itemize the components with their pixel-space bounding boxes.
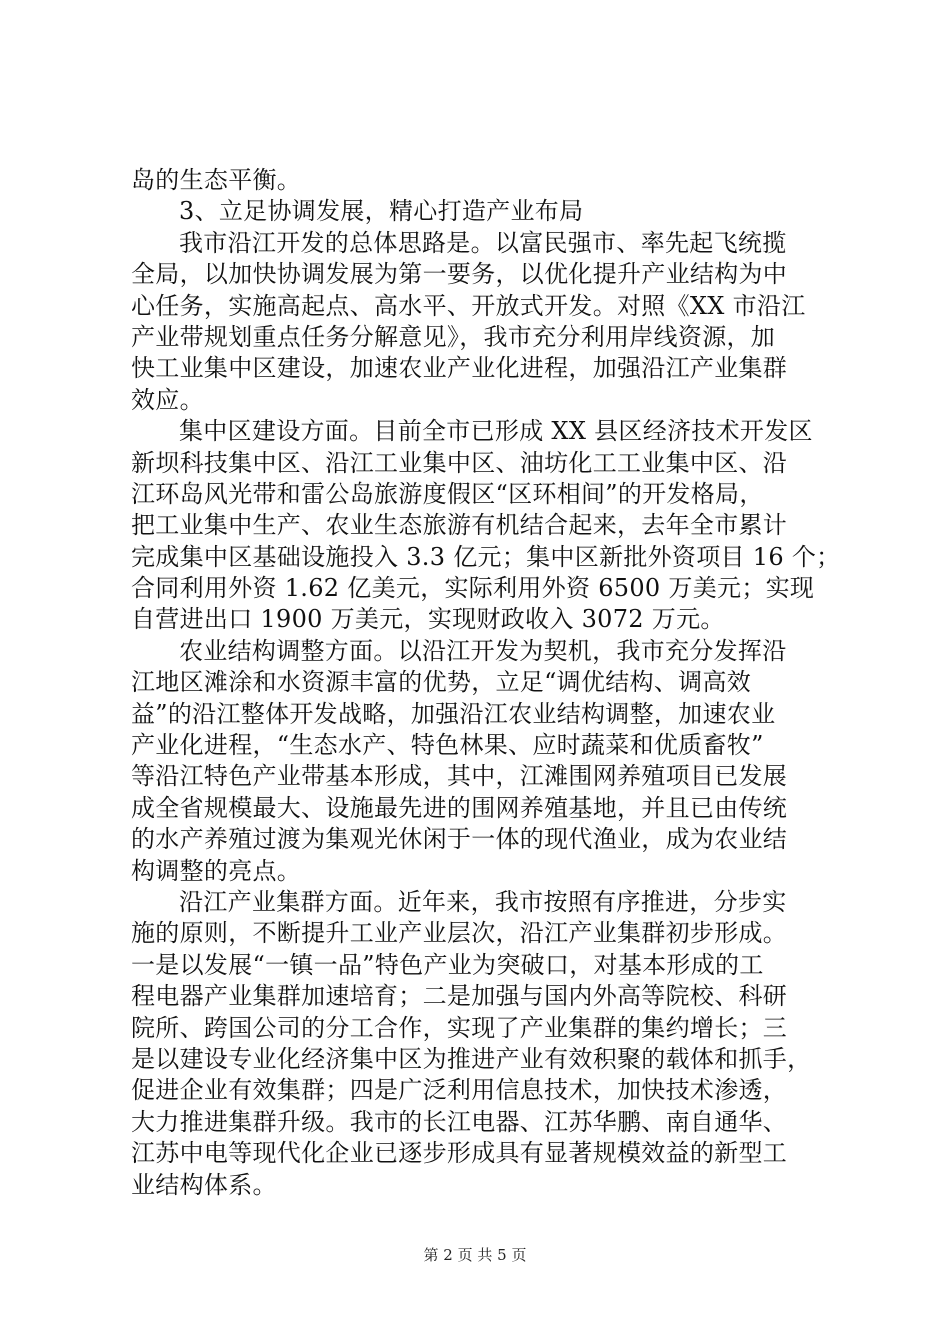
page-footer: 第 2 页 共 5 页 bbox=[423, 1246, 527, 1264]
text-line: 构调整的亮点。 bbox=[131, 856, 302, 885]
text-line: 集中区建设方面。目前全市已形成 XX 县区经济技术开发区 bbox=[179, 417, 813, 446]
text-line: 促进企业有效集群；四是广泛利用信息技术，加快技术渗透， bbox=[131, 1076, 788, 1105]
section-heading: 3、立足协调发展，精心打造产业布局 bbox=[179, 197, 584, 226]
text-line: 产业化进程，“生态水产、特色林果、应时蔬菜和优质畜牧” bbox=[131, 731, 764, 760]
text-line: 合同利用外资 1.62 亿美元，实际利用外资 6500 万美元；实现 bbox=[131, 574, 815, 603]
text-line: 施的原则，不断提升工业产业层次，沿江产业集群初步形成。 bbox=[131, 919, 788, 948]
text-line: 农业结构调整方面。以沿江开发为契机，我市充分发挥沿 bbox=[179, 636, 787, 665]
text-line: 完成集中区基础设施投入 3.3 亿元；集中区新批外资项目 16 个； bbox=[131, 542, 841, 571]
text-line: 心任务，实施高起点、高水平、开放式开发。对照《XX 市沿江 bbox=[131, 291, 806, 320]
text-line: 产业带规划重点任务分解意见》，我市充分利用岸线资源，加 bbox=[131, 322, 776, 351]
text-line: 成全省规模最大、设施最先进的围网养殖基地，并且已由传统 bbox=[131, 793, 788, 822]
text-line: 等沿江特色产业带基本形成，其中，江滩围网养殖项目已发展 bbox=[131, 762, 788, 791]
text-line: 是以建设专业化经济集中区为推进产业有效积聚的载体和抓手， bbox=[131, 1044, 812, 1073]
text-line: 自营进出口 1900 万美元，实现财政收入 3072 万元。 bbox=[131, 605, 725, 634]
text-line: 岛的生态平衡。 bbox=[131, 166, 302, 194]
text-line: 江地区滩涂和水资源丰富的优势，立足“调优结构、调高效 bbox=[131, 668, 752, 697]
text-line: 益”的沿江整体开发战略，加强沿江农业结构调整，加速农业 bbox=[131, 699, 776, 728]
text-line: 全局，以加快协调发展为第一要务，以优化提升产业结构为中 bbox=[131, 260, 788, 289]
text-line: 快工业集中区建设，加速农业产业化进程，加强沿江产业集群 bbox=[131, 354, 788, 383]
text-line: 效应。 bbox=[131, 385, 204, 414]
text-line: 程电器产业集群加速培育；二是加强与国内外高等院校、科研 bbox=[131, 982, 788, 1011]
document-body bbox=[131, 165, 846, 1201]
text-line: 一是以发展“一镇一品”特色产业为突破口，对基本形成的工 bbox=[131, 950, 764, 979]
text-line: 我市沿江开发的总体思路是。以富民强市、率先起飞统揽 bbox=[179, 228, 787, 257]
text-line: 新坝科技集中区、沿江工业集中区、油坊化工工业集中区、沿 bbox=[131, 448, 788, 477]
text-line: 大力推进集群升级。我市的长江电器、江苏华鹏、南自通华、 bbox=[131, 1107, 788, 1136]
text-line: 江苏中电等现代化企业已逐步形成具有显著规模效益的新型工 bbox=[131, 1139, 788, 1168]
text-line: 江环岛风光带和雷公岛旅游度假区“区环相间”的开发格局， bbox=[131, 479, 764, 508]
text-line: 沿江产业集群方面。近年来，我市按照有序推进，分步实 bbox=[179, 887, 787, 916]
text-line: 把工业集中生产、农业生态旅游有机结合起来，去年全市累计 bbox=[131, 511, 788, 540]
text-line: 业结构体系。 bbox=[131, 1170, 277, 1199]
text-line: 院所、跨国公司的分工合作，实现了产业集群的集约增长；三 bbox=[131, 1013, 788, 1042]
text-line: 的水产养殖过渡为集观光休闲于一体的现代渔业，成为农业结 bbox=[131, 825, 788, 854]
